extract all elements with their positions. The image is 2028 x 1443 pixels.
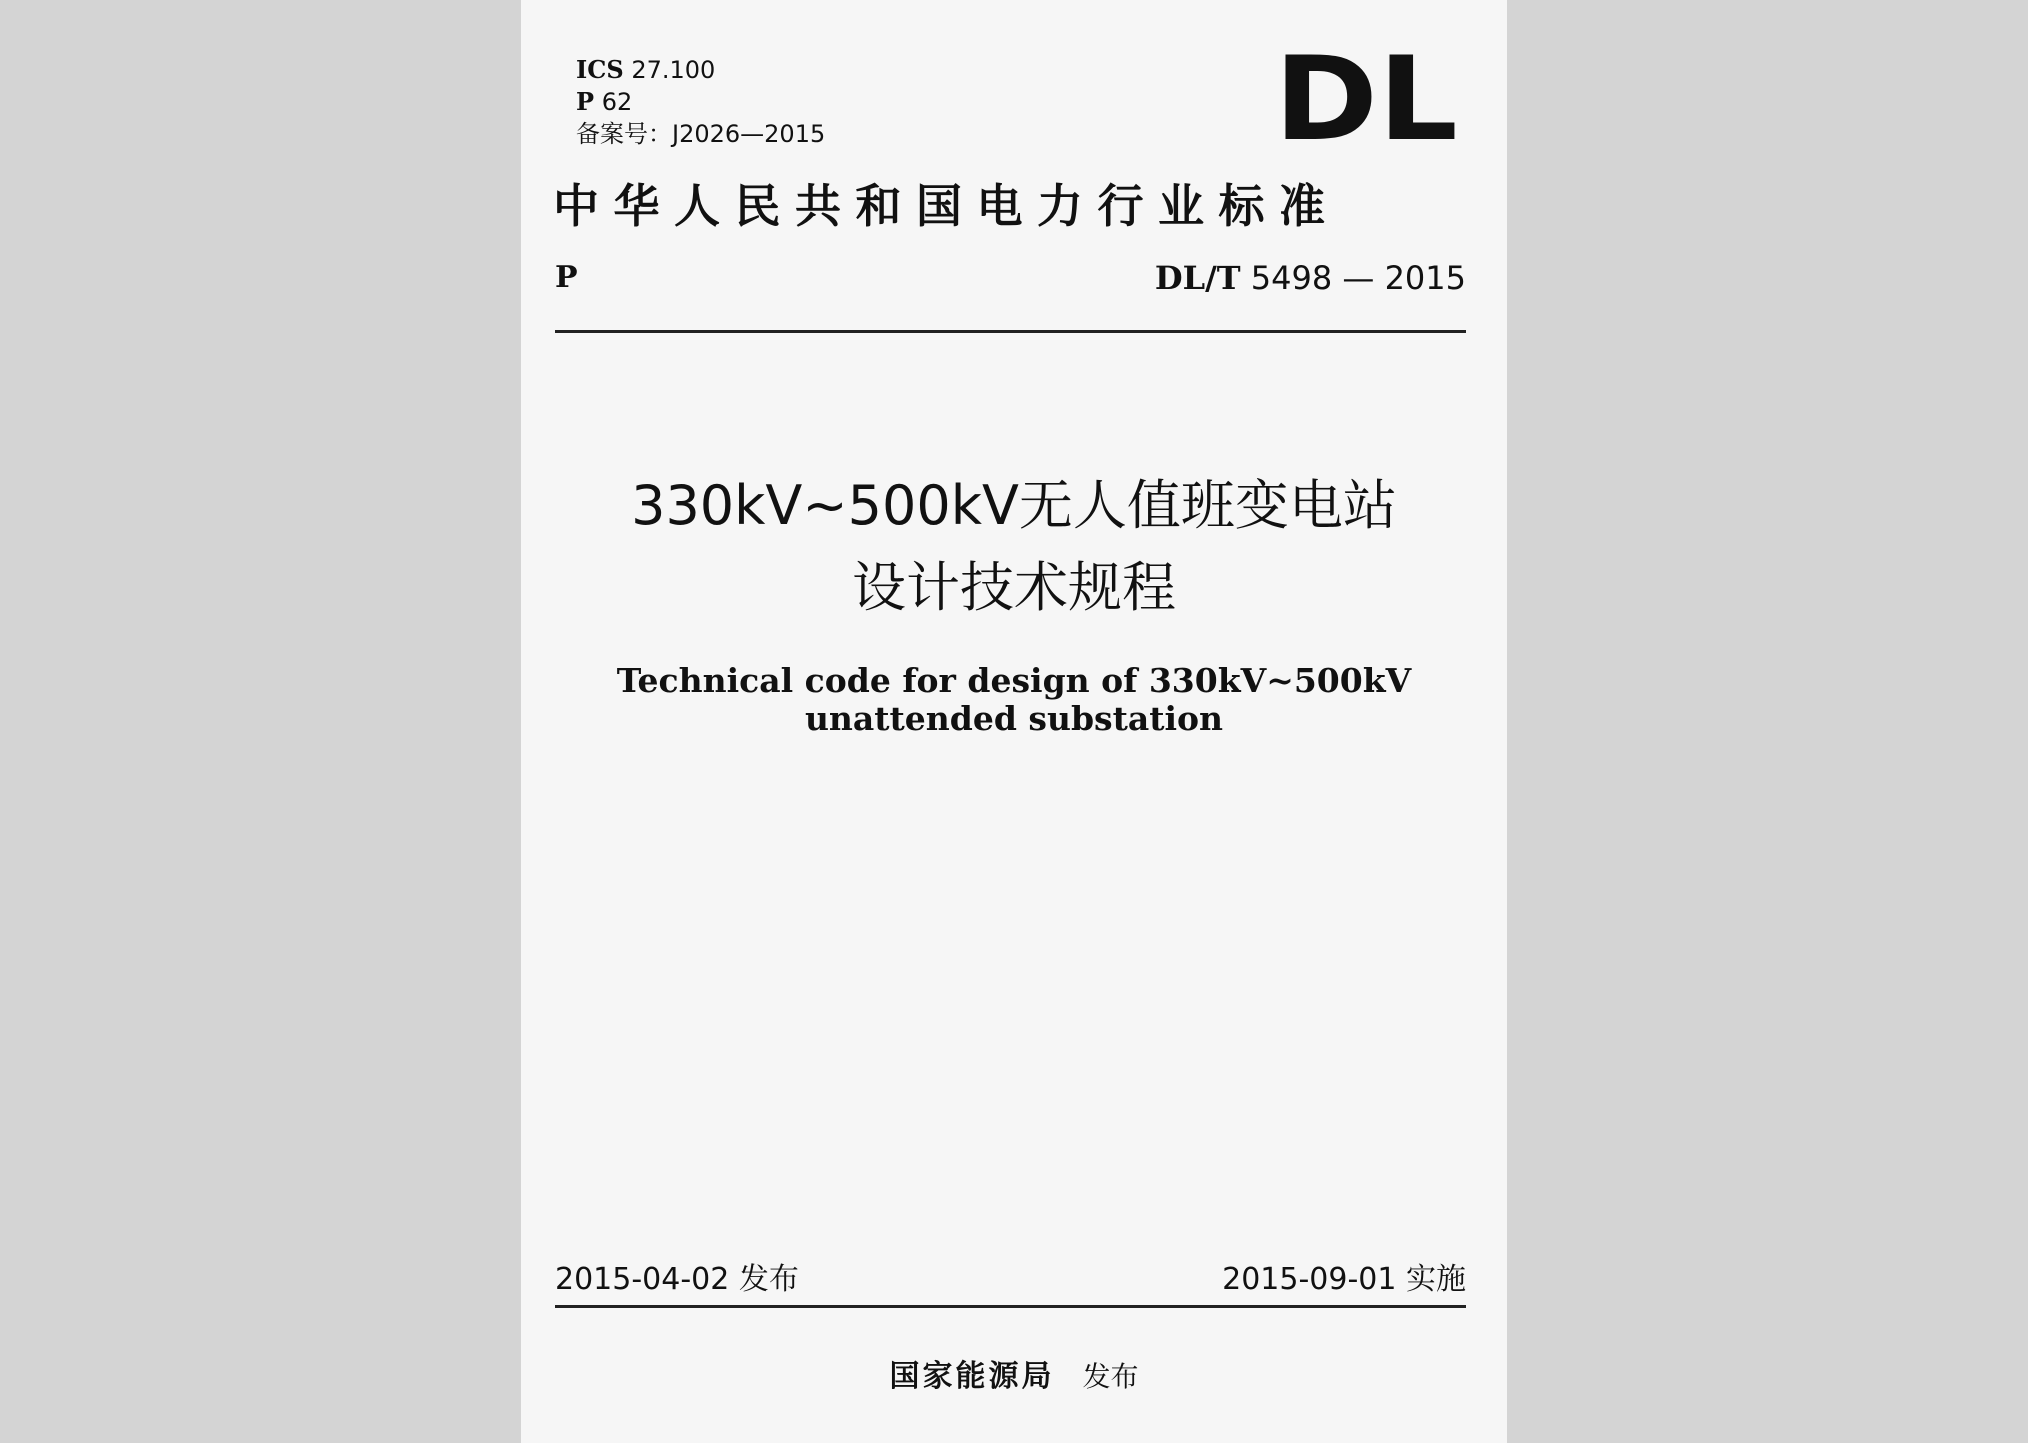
classification-letter: P <box>555 260 578 295</box>
title-english-line-1: Technical code for design of 330kV~500kV <box>616 661 1412 700</box>
publisher <box>521 1357 1507 1397</box>
top-divider <box>555 330 1466 333</box>
publisher-name: 国家能源局 <box>889 1359 1055 1394</box>
implementation-date: 2015-09-01 实施 <box>1222 1262 1466 1297</box>
record-number: 备案号：J2026—2015 <box>576 120 826 148</box>
document-cover <box>521 0 1507 1443</box>
standard-number-value: 5498 — 2015 <box>1250 259 1466 297</box>
title-chinese-line-1: 330kV~500kV无人值班变电站 <box>631 474 1397 537</box>
standard-number <box>1155 258 1466 298</box>
category-value: 62 <box>601 88 633 116</box>
standard-org-title: 中华人民共和国电力行业标准 <box>553 179 1340 233</box>
bottom-divider <box>555 1305 1466 1308</box>
ics-value: 27.100 <box>631 56 716 84</box>
title-english-line-2: unattended substation <box>804 699 1224 738</box>
standard-prefix: DL/T <box>1154 259 1241 297</box>
title-chinese-line-2: 设计技术规程 <box>852 556 1176 619</box>
category-label: P <box>576 87 595 116</box>
dl-logo: DL <box>1274 32 1458 167</box>
category-code <box>576 86 632 118</box>
issue-date: 2015-04-02 发布 <box>555 1262 799 1297</box>
ics-code <box>576 54 715 86</box>
publisher-suffix: 发布 <box>1082 1360 1139 1393</box>
ics-label: ICS <box>576 55 624 84</box>
